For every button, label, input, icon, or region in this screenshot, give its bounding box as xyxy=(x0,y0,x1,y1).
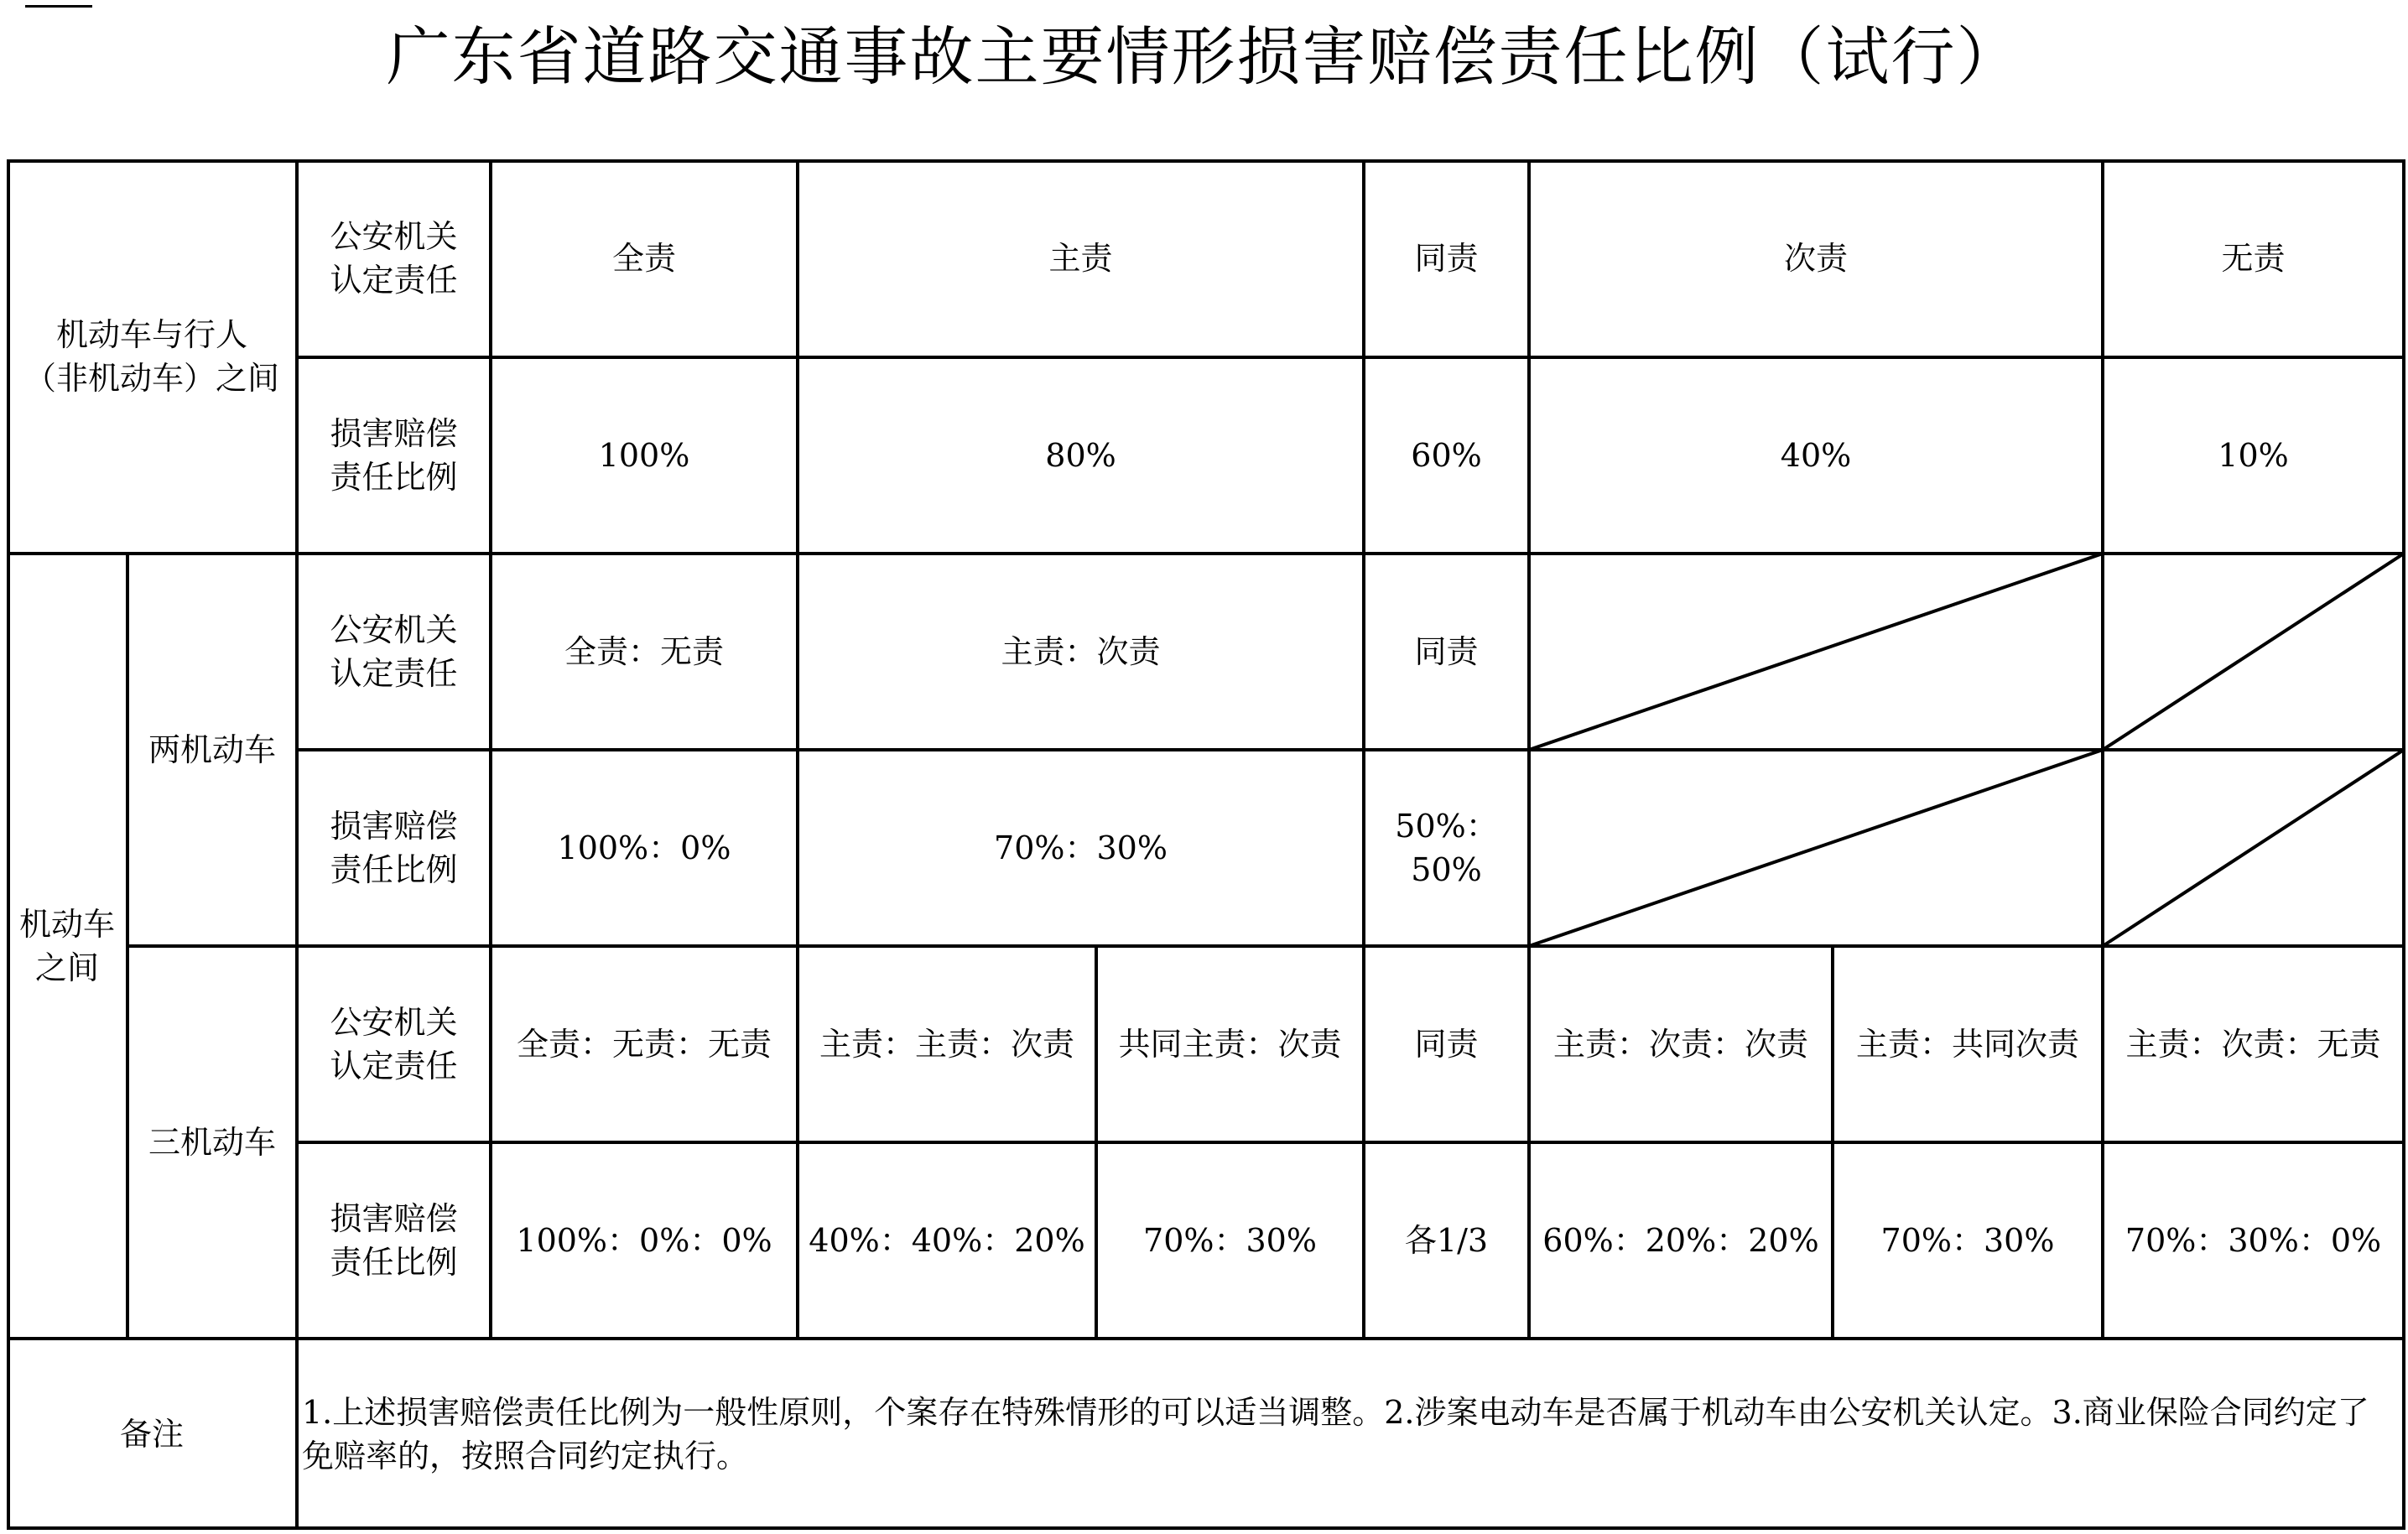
pedestrian-responsibility-cell: 全责 xyxy=(611,240,676,277)
two-vehicle-ratio-cell: 70%：30% xyxy=(994,829,1168,866)
document-title: 广东省道路交通事故主要情形损害赔偿责任比例（试行） xyxy=(386,19,2022,94)
subgroup-label-two-vehicles: 两机动车 xyxy=(148,731,276,768)
pedestrian-ratio-cell: 100% xyxy=(598,437,690,474)
three-vehicle-ratio-cell: 70%：30% xyxy=(1143,1222,1317,1259)
three-vehicle-ratio-cell: 60%：20%：20% xyxy=(1542,1222,1819,1259)
pedestrian-responsibility-cell: 主责 xyxy=(1048,240,1113,277)
pedestrian-responsibility-cell: 次责 xyxy=(1783,240,1848,277)
two-vehicle-ratio-cell: 100%：0% xyxy=(557,829,731,866)
row-label-police-determination: 公安机关 认定责任 xyxy=(330,1004,458,1084)
row-label-compensation-ratio: 损害赔偿 责任比例 xyxy=(330,1200,458,1281)
two-vehicle-ratio-cell: 50%：50% xyxy=(1395,808,1498,888)
group-label-pedestrian: 机动车与行人 （非机动车）之间 xyxy=(23,316,279,397)
pedestrian-ratio-cell: 10% xyxy=(2218,437,2289,474)
row-label-compensation-ratio: 损害赔偿 责任比例 xyxy=(330,415,458,496)
three-vehicle-responsibility-cell: 全责：无责：无责 xyxy=(516,1026,772,1063)
three-vehicle-responsibility-cell: 同责 xyxy=(1414,1026,1479,1063)
liability-table xyxy=(7,159,2405,1530)
row-label-compensation-ratio: 损害赔偿 责任比例 xyxy=(330,808,458,888)
three-vehicle-responsibility-cell: 主责：次责：无责 xyxy=(2125,1026,2381,1063)
row-label-police-determination: 公安机关 认定责任 xyxy=(330,218,458,299)
pedestrian-responsibility-cell: 同责 xyxy=(1414,240,1479,277)
three-vehicle-ratio-cell: 70%：30% xyxy=(1880,1222,2055,1259)
two-vehicle-responsibility-cell: 全责：无责 xyxy=(564,633,724,670)
remarks-text: 1.上述损害赔偿责任比例为一般性原则，个案存在特殊情形的可以适当调整。2.涉案电动车是否属于机动车由公安机关认定。3.商业保险合同约定了免赔率的，按照合同约定执行。 xyxy=(302,1394,2369,1474)
pedestrian-ratio-cell: 40% xyxy=(1780,437,1852,474)
pedestrian-ratio-cell: 80% xyxy=(1045,437,1116,474)
two-vehicle-responsibility-cell: 同责 xyxy=(1414,633,1479,670)
three-vehicle-ratio-cell: 70%：30%：0% xyxy=(2125,1222,2382,1259)
three-vehicle-responsibility-cell: 主责：次责：次责 xyxy=(1552,1026,1808,1063)
pedestrian-responsibility-cell: 无责 xyxy=(2221,240,2286,277)
subgroup-label-three-vehicles: 三机动车 xyxy=(148,1124,276,1161)
page-corner-mark xyxy=(25,0,92,8)
two-vehicle-responsibility-cell: 主责：次责 xyxy=(1001,633,1161,670)
three-vehicle-ratio-cell: 各1/3 xyxy=(1404,1222,1489,1259)
three-vehicle-ratio-cell: 40%：40%：20% xyxy=(809,1222,1085,1259)
remarks-label: 备注 xyxy=(119,1416,184,1453)
group-label-vehicles: 机动车 之间 xyxy=(18,906,115,986)
three-vehicle-responsibility-cell: 共同主责：次责 xyxy=(1118,1026,1342,1063)
pedestrian-ratio-cell: 60% xyxy=(1411,437,1482,474)
three-vehicle-ratio-cell: 100%：0%：0% xyxy=(516,1222,772,1259)
row-label-police-determination: 公安机关 认定责任 xyxy=(330,611,458,692)
three-vehicle-responsibility-cell: 主责：主责：次责 xyxy=(819,1026,1074,1063)
three-vehicle-responsibility-cell: 主责：共同次责 xyxy=(1855,1026,2079,1063)
